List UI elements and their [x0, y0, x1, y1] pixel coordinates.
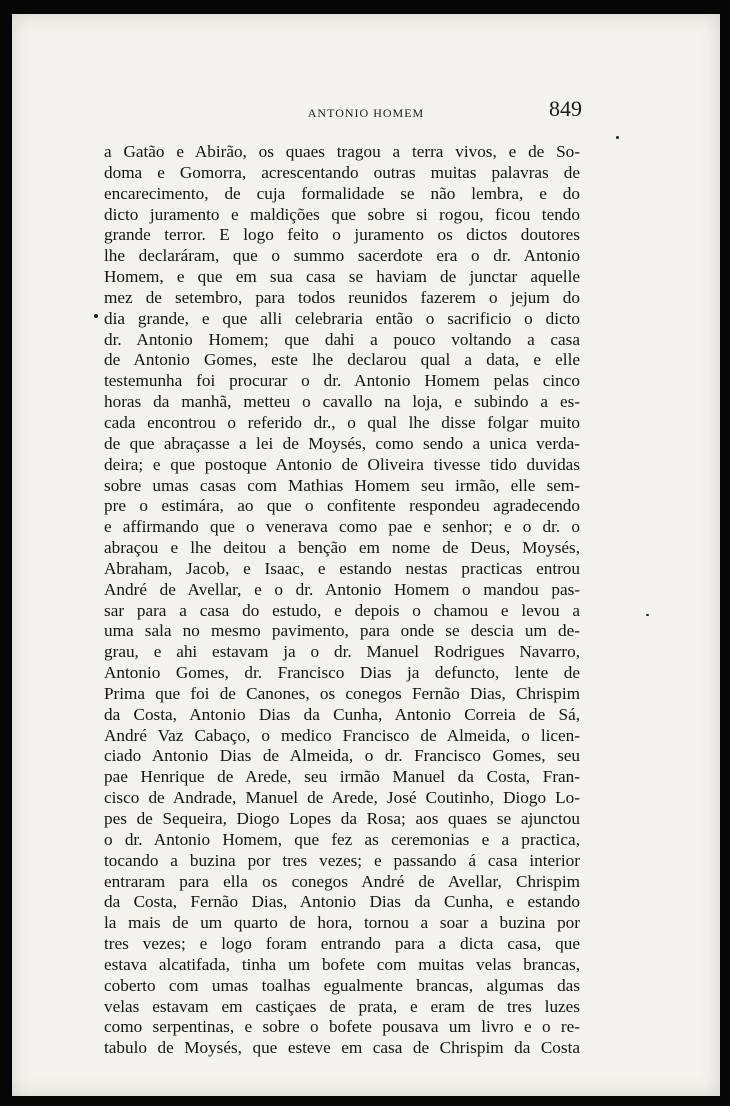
text-line: e affirmando que o venerava como pae e senhor; e o dr. o [104, 517, 580, 537]
text-line: Homem, e que em sua casa se haviam de junctar aquelle [104, 267, 580, 287]
text-line: horas da manhã, metteu o cavallo na loja, e subindo a es- [104, 392, 580, 412]
text-line: sobre umas casas com Mathias Homem seu irmão, elle sem- [104, 475, 580, 495]
text-line: pae Henrique de Arede, seu irmão Manuel da Costa, Fran- [104, 767, 580, 787]
text-line: sar para a casa do estudo, e depois o chamou e levou a [104, 600, 580, 620]
text-line: Abraham, Jacob, e Isaac, e estando nestas practicas entrou [104, 558, 580, 578]
text-line: tabulo de Moysés, que esteve em casa de Chrispim da Costa [104, 1038, 580, 1058]
text-line: ciado Antonio Dias de Almeida, o dr. Francisco Gomes, seu [104, 746, 580, 766]
text-line: doma e Gomorra, acrescentando outras muitas palavras de [104, 162, 580, 182]
text-line: cisco de Andrade, Manuel de Arede, José Coutinho, Diogo Lo- [104, 788, 580, 808]
text-line: tres vezes; e logo foram entrando para a dicta casa, que [104, 934, 580, 954]
text-line: pre o estimára, ao que o confitente respondeu agradecendo [104, 496, 580, 516]
running-title: ANTONIO HOMEM [307, 106, 425, 120]
text-line: mez de setembro, para todos reunidos fazerem o jejum do [104, 287, 580, 307]
text-line: André Vaz Cabaço, o medico Francisco de Almeida, o licen- [104, 725, 580, 745]
page-header [12, 92, 720, 122]
text-line: deira; e que postoque Antonio de Oliveira tivesse tido duvidas [104, 454, 580, 474]
text-line: o dr. Antonio Homem, que fez as ceremonias e a practica, [104, 829, 580, 849]
text-line: da Costa, Fernão Dias, Antonio Dias da Cunha, e estando [104, 892, 580, 912]
print-speck [646, 614, 649, 616]
print-speck [94, 314, 98, 318]
text-line: coberto com umas toalhas egualmente brancas, algumas das [104, 975, 580, 995]
text-line: grau, e ahi estavam ja o dr. Manuel Rodrigues Navarro, [104, 642, 580, 662]
text-line: cada encontrou o referido dr., o qual lhe disse folgar muito [104, 412, 580, 432]
text-line: dr. Antonio Homem; que dahi a pouco voltando a casa [104, 329, 580, 349]
text-line: grande terror. E logo feito o juramento os dictos doutores [104, 225, 580, 245]
print-speck [616, 136, 619, 139]
text-line: la mais de um quarto de hora, tornou a soar a buzina por [104, 913, 580, 933]
text-line: entraram para ella os conegos André de Avellar, Chrispim [104, 871, 580, 891]
body-text [104, 142, 580, 1059]
book-page [12, 14, 720, 1096]
text-line: tocando a buzina por tres vezes; e passando á casa interior [104, 850, 580, 870]
text-line: Antonio Gomes, dr. Francisco Dias ja defuncto, lente de [104, 663, 580, 683]
text-line: a Gatão e Abirão, os quaes tragou a terra vivos, e de So- [104, 142, 580, 161]
text-line: abraçou e lhe deitou a benção em nome de Deus, Moysés, [104, 538, 580, 558]
text-line: uma sala no mesmo pavimento, para onde se descia um de- [104, 621, 580, 641]
text-line: encarecimento, de cuja formalidade se não lembra, e do [104, 183, 580, 203]
text-line: velas estavam em castiçaes de prata, e eram de tres luzes [104, 996, 580, 1016]
text-line: de Antonio Gomes, este lhe declarou qual a data, e elle [104, 350, 580, 370]
text-line: dia grande, e que alli celebraria então o sacrificio o dicto [104, 308, 580, 328]
text-line: dicto juramento e maldições que sobre si rogou, ficou tendo [104, 204, 580, 224]
text-line: da Costa, Antonio Dias da Cunha, Antonio Correia de Sá, [104, 704, 580, 724]
text-line: estava alcatifada, tinha um bofete com muitas velas brancas, [104, 954, 580, 974]
text-line: André de Avellar, e o dr. Antonio Homem o mandou pas- [104, 579, 580, 599]
text-line: lhe declaráram, que o summo sacerdote era o dr. Antonio [104, 246, 580, 266]
text-line: Prima que foi de Canones, os conegos Fernão Dias, Chrispim [104, 683, 580, 703]
text-line: pes de Sequeira, Diogo Lopes da Rosa; aos quaes se ajunctou [104, 809, 580, 828]
page-number: 849 [549, 96, 582, 121]
text-line: testemunha foi procurar o dr. Antonio Homem pelas cinco [104, 371, 580, 391]
text-line: de que abraçasse a lei de Moysés, como sendo a unica verda- [104, 433, 580, 453]
text-line: como serpentinas, e sobre o bofete pousava um livro e o re- [104, 1017, 580, 1037]
